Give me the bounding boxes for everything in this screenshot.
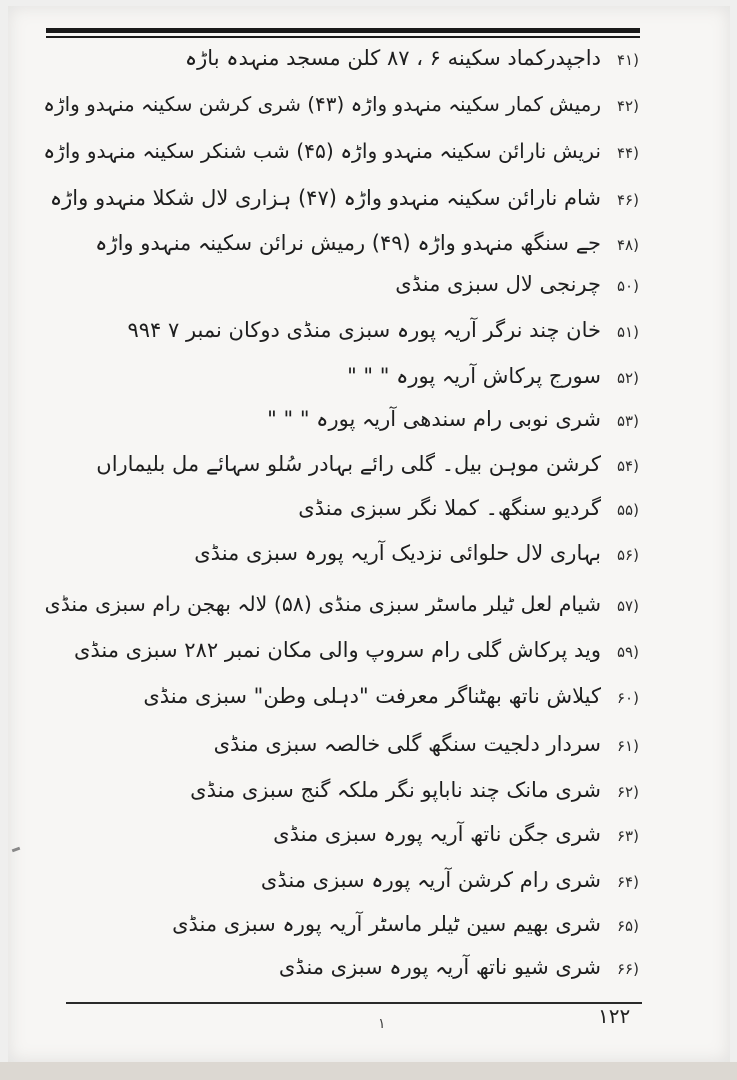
entry-number: (۴۴ <box>617 144 639 162</box>
entry-text: کیلاش ناتھ بھٹناگر معرفت "دہلی وطن" سبزی منڈی <box>143 684 601 708</box>
entry-text: شری بھیم سین ٹیلر ماسٹر آریہ پورہ سبزی منڈی <box>172 912 601 936</box>
list-entry <box>96 450 645 480</box>
list-entry <box>214 730 645 760</box>
list-entry <box>261 866 645 896</box>
page-number: ۱۲۲ <box>598 1004 631 1028</box>
list-entry <box>347 362 645 392</box>
entry-number: (۶۳ <box>617 827 639 845</box>
list-entry <box>190 776 645 806</box>
list-entry <box>267 405 645 435</box>
list-entry <box>279 953 645 983</box>
entry-text: بہاری لال حلوائی نزدیک آریہ پورہ سبزی منڈی <box>194 541 601 565</box>
entry-number: (۵۴ <box>617 457 639 475</box>
list-entry <box>74 636 645 666</box>
entry-text: شری مانک چند ناباپو نگر ملکہ گنج سبزی منڈی <box>190 778 601 802</box>
entry-number: (۶۰ <box>617 689 639 707</box>
entry-number: (۵۵ <box>617 501 639 519</box>
entry-text: شری نوبی رام سندھی آریہ پورہ " " " <box>267 407 601 431</box>
entry-number: (۵۶ <box>617 546 639 564</box>
scan-edge <box>0 1062 737 1080</box>
entry-number: (۶۴ <box>617 873 639 891</box>
entry-text: سورج پرکاش آریہ پورہ " " " <box>347 364 601 388</box>
entry-text: شام نارائن سکینہ منہدو واڑہ (۴۷) ہزاری لال شکلا منہدو واڑہ <box>49 186 601 210</box>
entry-number: (۵۹ <box>617 643 639 661</box>
list-entry <box>50 184 645 214</box>
entry-number: (۶۵ <box>617 917 639 935</box>
entry-text: کرشن موہن بیل۔ گلی رائے بہادر سُلو سہائے مل بلیماراں <box>96 452 601 476</box>
footer-mark: ۱ <box>378 1016 386 1032</box>
list-entry <box>45 590 645 620</box>
entry-text: داجپدرکماد سکینه ۶ ، ۸۷ کلن مسجد منہدہ باڑہ <box>184 46 601 70</box>
entry-text: چرنجی لال سبزی منڈی <box>395 272 601 296</box>
list-entry <box>95 229 645 259</box>
list-entry <box>395 270 645 300</box>
list-entry <box>185 44 645 74</box>
list-entry <box>273 820 645 850</box>
bottom-rule <box>66 1002 642 1004</box>
entry-number: (۵۷ <box>617 597 639 615</box>
entry-text: گردیو سنگھ۔ کملا نگر سبزی منڈی <box>298 496 601 520</box>
entry-number: (۵۰ <box>617 277 639 295</box>
entry-text: سردار دلجیت سنگھ گلی خالصہ سبزی منڈی <box>213 732 601 756</box>
list-entry <box>298 494 645 524</box>
entry-number: (۴۸ <box>617 236 639 254</box>
entry-text: شری شیو ناتھ آریہ پورہ سبزی منڈی <box>278 955 601 979</box>
list-entry <box>143 682 645 712</box>
entry-number: (۶۲ <box>617 783 639 801</box>
entry-text: وید پرکاش گلی رام سروپ والی مکان نمبر ۲۸۲ سبزی منڈی <box>73 638 601 662</box>
entry-number: (۵۳ <box>617 412 639 430</box>
entry-number: (۴۶ <box>617 191 639 209</box>
entry-text: خان چند نرگر آریہ پورہ سبزی منڈی دوکان نمبر ۷ ۹۹۴ <box>127 318 601 342</box>
entry-text: جے سنگھ منہدو واڑہ (۴۹) رمیش نرائن سکینہ منہدو واڑہ <box>95 231 601 255</box>
list-entry <box>172 910 645 940</box>
entry-text: شری رام کرشن آریہ پورہ سبزی منڈی <box>260 868 601 892</box>
entry-text: نریش نارائن سکینہ منہدو واڑہ (۴۵) شب شنکر سکینہ منہدو واڑہ <box>43 139 601 163</box>
entry-number: (۶۱ <box>617 737 639 755</box>
entry-number: (۶۶ <box>617 960 639 978</box>
entry-text: شیام لعل ٹیلر ماسٹر سبزی منڈی (۵۸) لالہ بھجن رام سبزی منڈی <box>44 592 601 616</box>
entry-number: (۴۲ <box>617 97 639 115</box>
list-entry <box>43 90 645 120</box>
entry-number: (۵۲ <box>617 369 639 387</box>
entry-text: رمیش کمار سکینہ منہدو واڑہ (۴۳) شری کرشن سکینہ منہدو واڑہ <box>43 92 601 116</box>
list-entry <box>127 316 645 346</box>
entry-number: (۵۱ <box>617 323 639 341</box>
list-entry <box>194 539 645 569</box>
list-entry <box>43 137 645 167</box>
entry-text: شری جگن ناتھ آریہ پورہ سبزی منڈی <box>273 822 601 846</box>
entry-number: (۴۱ <box>617 51 639 69</box>
